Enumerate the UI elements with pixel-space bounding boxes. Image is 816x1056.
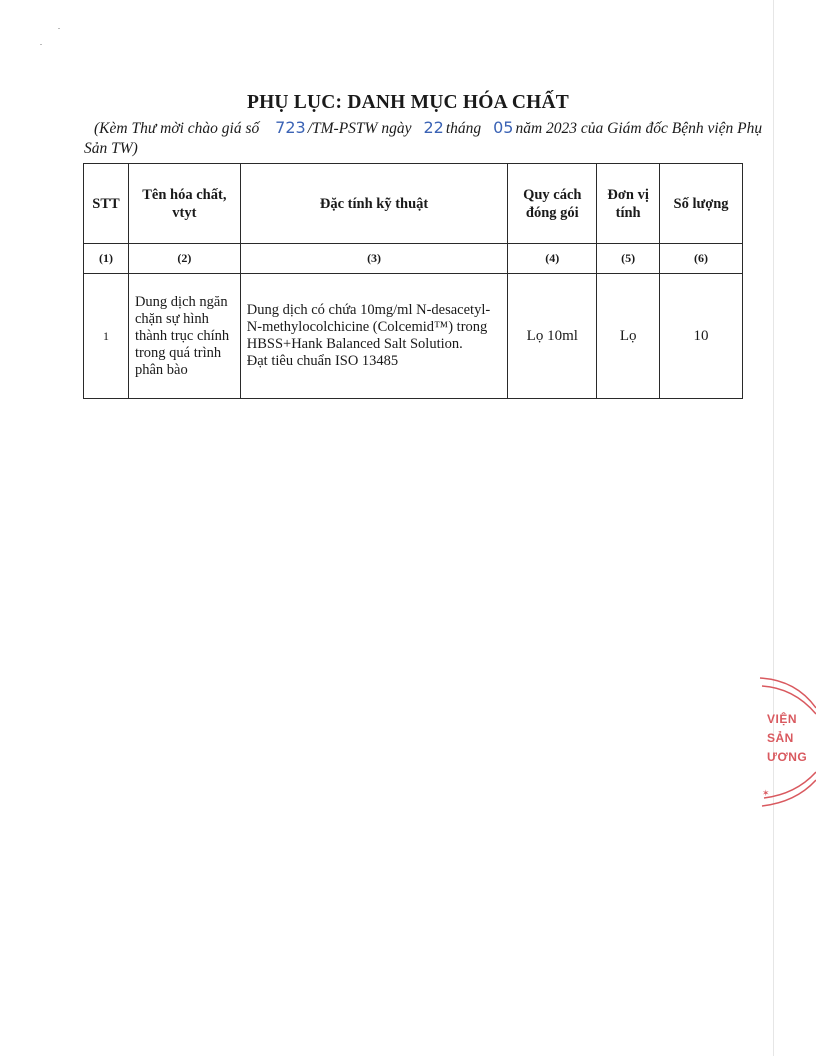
header-unit: Đơn vị tính (597, 164, 660, 244)
stamp-text-line: SẢN (767, 731, 794, 745)
svg-text:✶: ✶ (762, 789, 770, 799)
handwritten-number: 723 (275, 118, 306, 137)
column-number: (3) (240, 244, 508, 274)
table-header-row (84, 164, 743, 244)
spec-line-1: Dung dịch có chứa 10mg/ml N-desacetyl-N-methylocolchicine (Colcemid™) trong HBSS+Hank Balanced Salt Solution. (246, 302, 491, 352)
cell-stt: 1 (84, 274, 129, 399)
handwritten-day: 22 (423, 118, 444, 137)
cell-spec (240, 274, 508, 399)
cell-quantity: 10 (660, 274, 743, 399)
cell-packing: Lọ 10ml (508, 274, 597, 399)
column-number-row (84, 244, 743, 274)
cell-unit: Lọ (597, 274, 660, 399)
stamp-text-line: ƯƠNG (767, 750, 808, 764)
handwritten-month: 05 (493, 118, 514, 137)
scan-speck (40, 44, 42, 45)
spec-line-2: Đạt tiêu chuẩn ISO 13485 (246, 353, 399, 369)
stamp-text-line: VIỆN (767, 712, 798, 726)
header-name: Tên hóa chất, vtyt (128, 164, 240, 244)
table-row (84, 274, 743, 399)
chemical-list-table (83, 163, 743, 399)
cell-name: Dung dịch ngăn chặn sự hình thành trục chính trong quá trình phân bào (128, 274, 240, 399)
header-packing: Quy cách đóng gói (508, 164, 597, 244)
scan-speck (58, 28, 60, 29)
header-quantity: Số lượng (660, 164, 743, 244)
column-number: (5) (597, 244, 660, 274)
column-number: (1) (84, 244, 129, 274)
column-number: (4) (508, 244, 597, 274)
header-stt: STT (84, 164, 129, 244)
header-spec: Đặc tính kỹ thuật (240, 164, 508, 244)
column-number: (2) (128, 244, 240, 274)
document-subtitle (84, 118, 774, 159)
document-title: PHỤ LỤC: DANH MỤC HÓA CHẤT (246, 92, 570, 113)
subtitle-part3: tháng (445, 120, 482, 137)
subtitle-part4: năm 2023 của Giám đốc Bệnh viện Phụ Sản TW) (84, 120, 763, 157)
column-number: (6) (660, 244, 743, 274)
subtitle-part1: (Kèm Thư mời chào giá số (94, 120, 260, 137)
subtitle-part2: /TM-PSTW ngày (307, 120, 412, 137)
